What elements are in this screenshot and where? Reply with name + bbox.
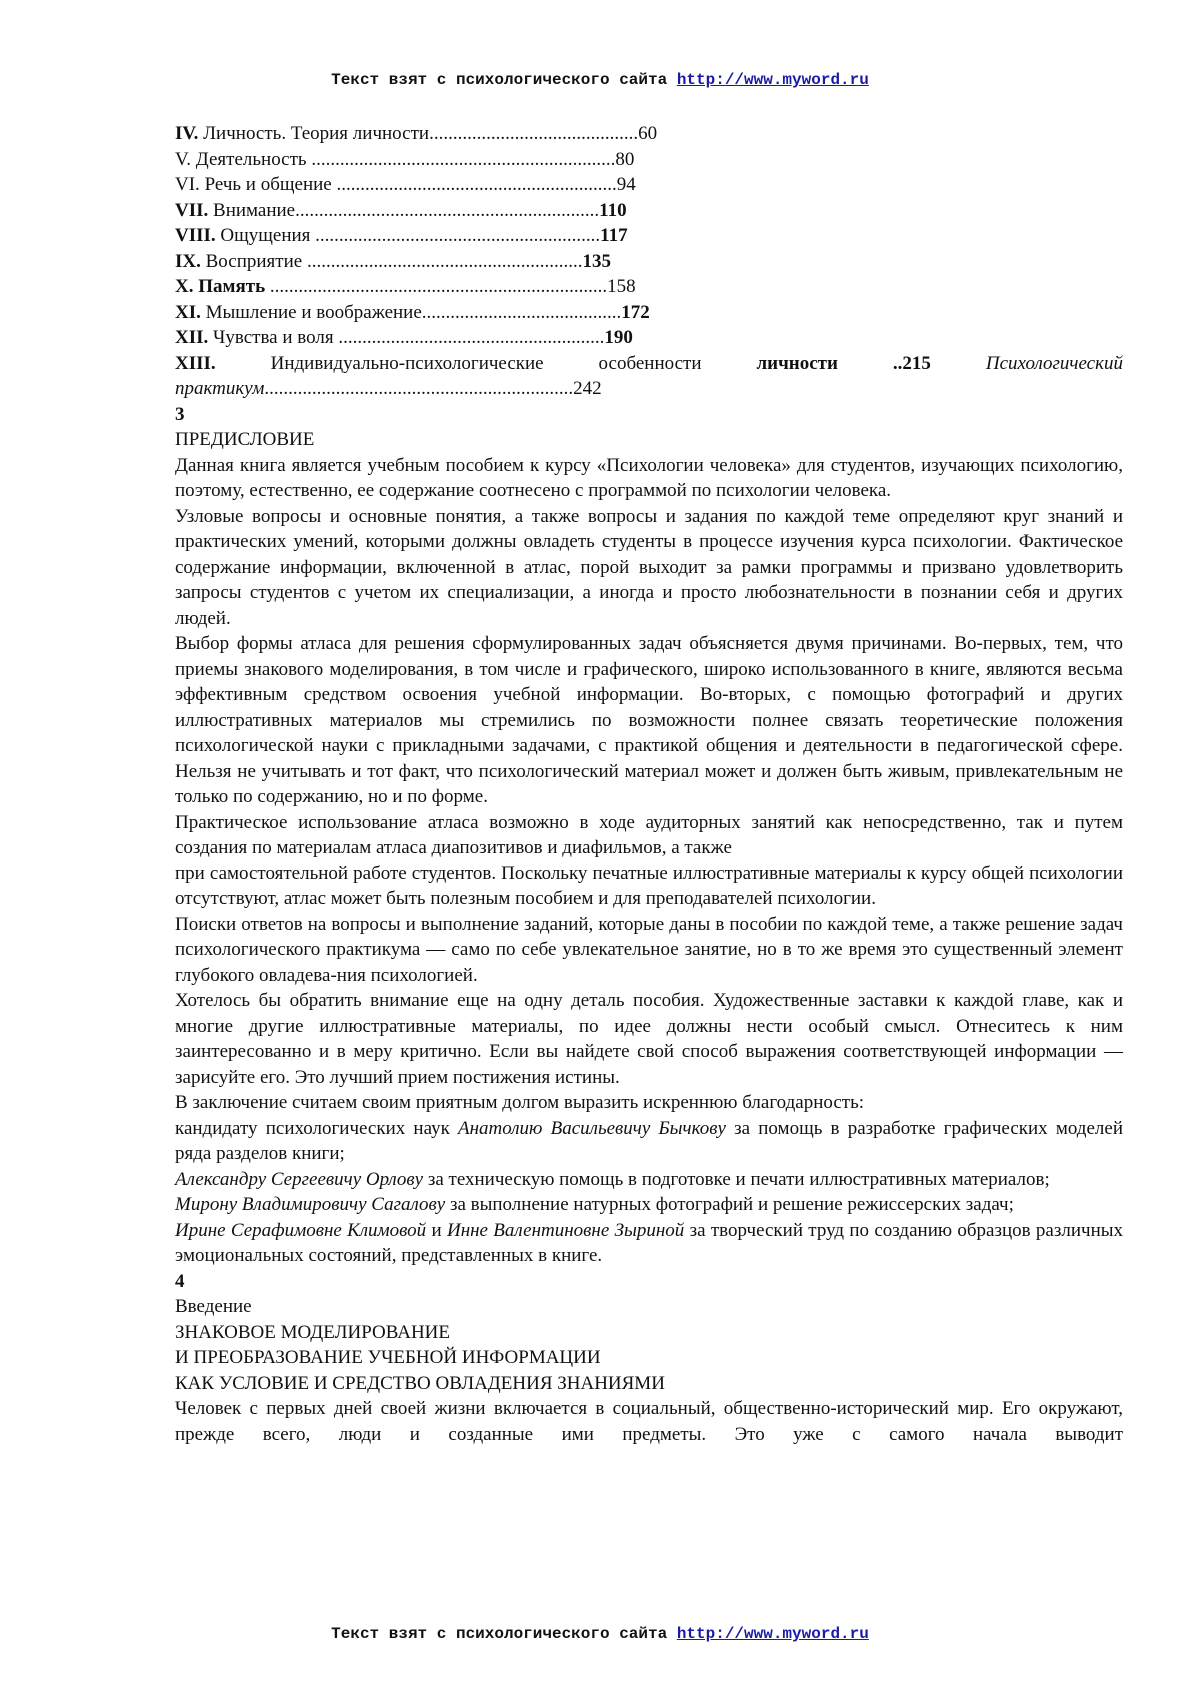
toc-number: VIII. <box>175 225 216 246</box>
chapter-label: Введение <box>175 1296 252 1317</box>
toc-leader: .......................................... <box>421 301 622 323</box>
paragraph: Поиски ответов на вопросы и выполнение заданий, которые даны в пособии по каждой теме, а также решение задач психологического практикума — само по себе увлекательное занятие, но в то же время это существенный элемент глубокого овладева-ния психологией. <box>175 913 1123 986</box>
ack-text: за техническую помощь в подготовке и печати иллюстративных материалов; <box>423 1168 1050 1190</box>
toc-leader: ................................................................. <box>264 378 574 399</box>
section-heading: ПРЕДИСЛОВИЕ <box>175 429 315 450</box>
chapter-title-line: И ПРЕОБРАЗОВАНИЕ УЧЕБНОЙ ИНФОРМАЦИИ <box>175 1347 601 1368</box>
toc-title: Чувства и воля <box>208 327 334 348</box>
footer-link[interactable]: http://www.myword.ru <box>676 1625 869 1643</box>
toc-page: 80 <box>615 148 635 170</box>
paragraph: Хотелось бы обратить внимание еще на одну деталь пособия. Художественные заставки к каждой главе, как и многие другие иллюстративные материалы, по идее должны нести особый смысл. Отнеситесь к ним заинтересованно и в меру критично. Если вы найдете свой способ выражения соответствующей информации — зарисуйте его. Это лучший прием постижения истины. <box>175 990 1123 1088</box>
toc-number: IV. <box>175 123 199 144</box>
paragraph: Выбор формы атласа для решения сформулированных задач объясняется двумя причинами. Во-первых, тем, что приемы знакового моделирования, в том числе и графического, широко использованного в книге, являются весьма эффективным средством освоения учебной информации. Во-вторых, с помощью фотографий и других иллюстративных материалов мы стремились по возможности полнее связать теоретические положения психологической науки с прикладными задачами, с практикой общения и деятельности в педагогической сфере. Нельзя не учитывать и тот факт, что психологический материал может и должен быть живым, привлекательным не только по содержанию, но и по форме. <box>175 633 1123 807</box>
toc-title: Деятельность <box>191 148 307 170</box>
toc-entry <box>175 300 1123 326</box>
toc-title-next: Психологический практикум <box>175 352 1123 399</box>
toc-page: 110 <box>599 199 627 221</box>
toc-entry <box>175 325 1123 351</box>
toc-leader: ................................................................ <box>306 148 616 170</box>
toc-entry <box>175 172 1123 198</box>
toc-leader: ........................................................... <box>331 174 617 195</box>
toc-number: X. <box>175 276 194 297</box>
toc-leader: ................................................................ <box>295 199 600 221</box>
ack-text: за выполнение натурных фотографий и решение режиссерских задач; <box>445 1194 1014 1215</box>
toc-page: ..215 <box>892 352 931 374</box>
paragraph: В заключение считаем своим приятным долгом выразить искреннюю благодарность: <box>175 1092 865 1113</box>
chapter-title-line: КАК УСЛОВИЕ И СРЕДСТВО ОВЛАДЕНИЯ ЗНАНИЯМИ <box>175 1372 665 1394</box>
acknowledgement <box>175 1192 1123 1218</box>
toc-page: 190 <box>604 327 633 348</box>
toc-title: Память <box>193 276 266 297</box>
toc-number: VI. <box>175 174 200 195</box>
toc-leader: ....................................................................... <box>265 276 608 297</box>
ack-person: Инне Валентиновне Зыриной <box>446 1219 685 1241</box>
toc-title: Ощущения <box>215 225 311 246</box>
paragraph: Узловые вопросы и основные понятия, а также вопросы и задания по каждой теме определяют круг знаний и практических умений, которыми должны овладеть студенты в процессе изучения курса психологии. Фактическое содержание информации, включенной в атлас, порой выходит за рамки программы и призвано удовлетворить запросы студентов с учетом их специализации, а иногда и просто любознательности в познании себя и других людей. <box>175 505 1123 629</box>
running-header <box>0 71 1200 89</box>
ack-text: и <box>426 1219 447 1241</box>
toc-number: XIII. <box>175 352 216 374</box>
toc-title: Мышление и воображение <box>200 301 422 323</box>
toc-number: IX. <box>175 250 201 272</box>
acknowledgement <box>175 1218 1123 1269</box>
ack-person: Анатолию Васильевичу Бычкову <box>457 1117 726 1139</box>
toc-page: 172 <box>621 301 650 323</box>
chapter-title-line: ЗНАКОВОЕ МОДЕЛИРОВАНИЕ <box>175 1321 450 1343</box>
toc-entry <box>175 249 1123 275</box>
toc-title: Речь и общение <box>199 174 332 195</box>
toc-leader: ........................................................ <box>333 327 605 348</box>
running-footer <box>0 1625 1200 1643</box>
acknowledgement <box>175 1167 1123 1193</box>
toc-entry <box>175 198 1123 224</box>
paragraph: Практическое использование атласа возможно в ходе аудиторных занятий как непосредственно, так и путем создания по материалам атласа диапозитивов и диафильмов, а также <box>175 811 1123 858</box>
toc-entry <box>175 147 1123 173</box>
toc-page: 117 <box>600 225 628 246</box>
toc-number: VII. <box>175 199 209 221</box>
toc-entry <box>175 223 1123 249</box>
toc-page: 158 <box>607 276 636 297</box>
ack-text: за творческий труд по созданию образцов различных эмоциональных состояний, представленных в книге. <box>175 1219 1124 1266</box>
paragraph: при самостоятельной работе студентов. Поскольку печатные иллюстративные материалы к курсу общей психологии отсутствуют, атлас может быть полезным пособием и для преподавателей психологии. <box>175 862 1123 909</box>
paragraph: Данная книга является учебным пособием к курсу «Психологии человека» для студентов, изучающих психологию, поэтому, естественно, ее содержание соотнесено с программой по психологии человека. <box>175 454 1123 501</box>
page-content <box>175 121 1123 1447</box>
toc-title-bold: личности <box>756 352 838 374</box>
toc-title: Индивидуально-психологические особенности <box>270 352 702 374</box>
toc-page: 60 <box>638 123 658 144</box>
toc-title: Личность. Теория личности <box>198 123 430 144</box>
toc-leader: ............................................................ <box>310 225 601 246</box>
header-text: Текст взят с психологического сайта <box>331 71 668 89</box>
page-number: 3 <box>175 403 185 425</box>
toc-title: Внимание <box>208 199 296 221</box>
toc-title: Восприятие <box>200 250 303 272</box>
toc-page: 242 <box>573 378 602 399</box>
toc-number: XII. <box>175 327 209 348</box>
ack-text: за помощь в разработке графических моделей ряда разделов книги; <box>175 1117 1123 1164</box>
ack-person: Мирону Владимировичу Сагалову <box>175 1194 446 1215</box>
ack-person: Александру Сергеевичу Орлову <box>175 1168 424 1190</box>
toc-entry-xiii <box>175 351 1123 402</box>
toc-number: V. <box>175 148 192 170</box>
page-number: 4 <box>175 1270 185 1292</box>
toc-page: 135 <box>582 250 611 272</box>
footer-text: Текст взят с психологического сайта <box>331 1625 668 1643</box>
acknowledgement <box>175 1116 1123 1167</box>
paragraph: Человек с первых дней своей жизни включается в социальный, общественно-исторический мир. Его окружают, прежде всего, люди и созданные ими предметы. Это уже с самого начала выводит <box>175 1398 1123 1445</box>
header-link[interactable]: http://www.myword.ru <box>676 71 869 89</box>
toc-number: XI. <box>175 301 201 323</box>
toc-entry <box>175 274 1123 300</box>
table-of-contents <box>175 121 1123 402</box>
toc-leader: ............................................ <box>429 123 639 144</box>
ack-person: Ирине Серафимовне Климовой <box>175 1219 427 1241</box>
ack-text: кандидату психологических наук <box>175 1117 458 1139</box>
toc-leader: .......................................................... <box>302 250 583 272</box>
toc-page: 94 <box>616 174 636 195</box>
toc-entry <box>175 121 1123 147</box>
